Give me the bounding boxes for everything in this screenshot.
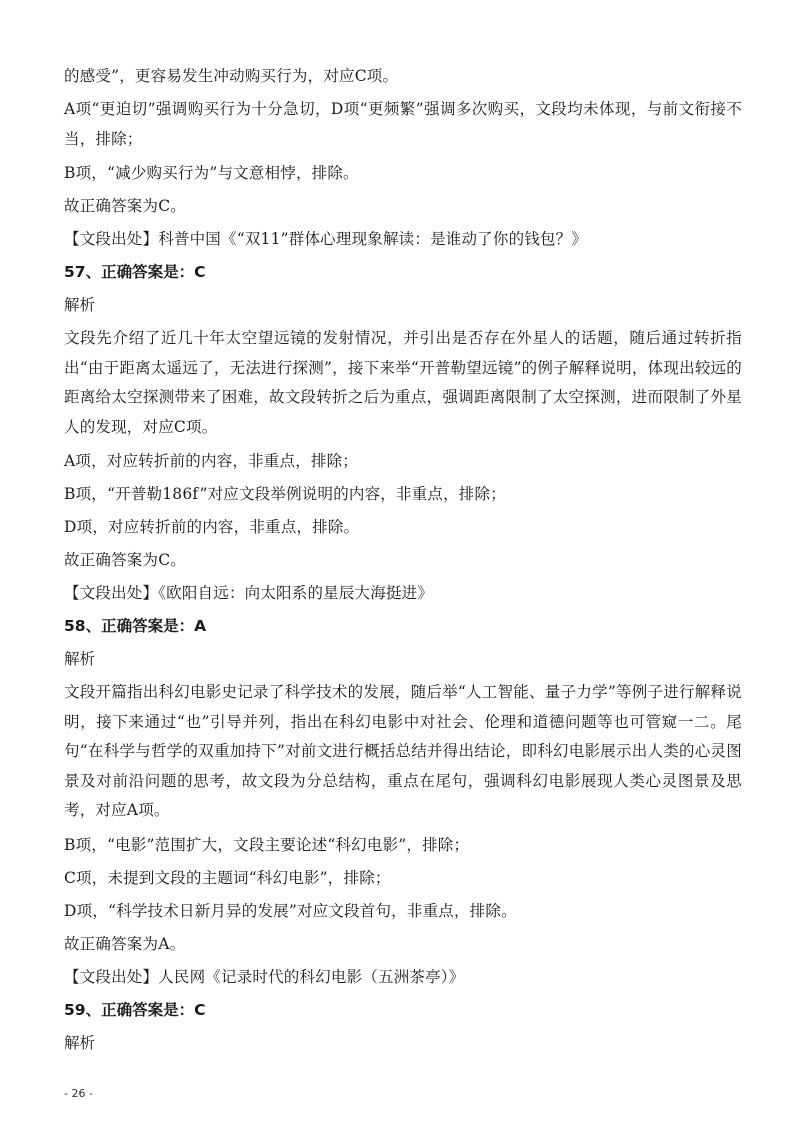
source-citation: 【文段出处】科普中国《“双11”群体心理现象解读：是谁动了你的钱包？》 xyxy=(64,230,588,248)
answer-heading: 57、正确答案是：C xyxy=(64,263,206,281)
answer-heading: 58、正确答案是：A xyxy=(64,617,207,635)
text-paragraph: 文段开篇指出科幻电影史记录了科学技术的发展，随后举“人工智能、量子力学”等例子进行解释说明，接下来通过“也”引导并列，指出在科幻电影中对社会、伦理和道德问题等也可管窥一二。尾句“在科学与哲学的双重加持下”对前文进行概括总结并得出结论，即科幻电影展示出人类的心灵图景及对前沿问题的思考，故文段为分总结构，重点在尾句，强调科幻电影展现人类心灵图景及思考，对应A项。 xyxy=(64,683,742,819)
text-line: B项，“开普勒186f”对应文段举例说明的内容，非重点，排除； xyxy=(64,485,506,503)
text-paragraph: A项“更迫切”强调购买行为十分急切，D项“更频繁”强调多次购买，文段均未体现，与前文衔接不当，排除； xyxy=(64,100,742,148)
source-citation: 【文段出处】人民网《记录时代的科幻电影（五洲茶亭）》 xyxy=(64,967,465,986)
text-line: 故正确答案为A。 xyxy=(64,934,186,953)
text-line: 的感受”，更容易发生冲动购买行为，对应C项。 xyxy=(64,67,399,85)
text-line: B项，“减少购买行为”与文意相悖，排除。 xyxy=(64,164,359,182)
analysis-label: 解析 xyxy=(64,1033,96,1052)
text-line: A项，对应转折前的内容，非重点，排除； xyxy=(64,452,358,470)
source-citation: 【文段出处】《欧阳自远：向太阳系的星辰大海挺进》 xyxy=(64,584,434,602)
analysis-label: 解析 xyxy=(64,650,96,668)
text-line: 故正确答案为C。 xyxy=(64,551,186,569)
text-paragraph: 文段先介绍了近几十年太空望远镜的发射情况，并引出是否存在外星人的话题，随后通过转折指出“由于距离太遥远了，无法进行探测”，接下来举“开普勒望远镜”的例子解释说明，体现出较远的距离给太空探测带来了困难，故文段转折之后为重点，强调距离限制了太空探测，进而限制了外星人的发现，对应C项。 xyxy=(64,329,742,436)
text-line: D项，“科学技术日新月异的发展”对应文段首句，非重点，排除。 xyxy=(64,901,517,920)
document-body xyxy=(64,62,742,1062)
text-line: 故正确答案为C。 xyxy=(64,197,186,215)
text-line: D项，对应转折前的内容，非重点，排除。 xyxy=(64,518,360,536)
page-number: - 26 - xyxy=(64,1087,93,1100)
answer-heading: 59、正确答案是：C xyxy=(64,1000,206,1019)
text-line: C项，未提到文段的主题词“科幻电影”，排除； xyxy=(64,868,391,887)
text-line: B项，“电影”范围扩大，文段主要论述“科幻电影”，排除； xyxy=(64,835,470,854)
analysis-label: 解析 xyxy=(64,296,96,314)
